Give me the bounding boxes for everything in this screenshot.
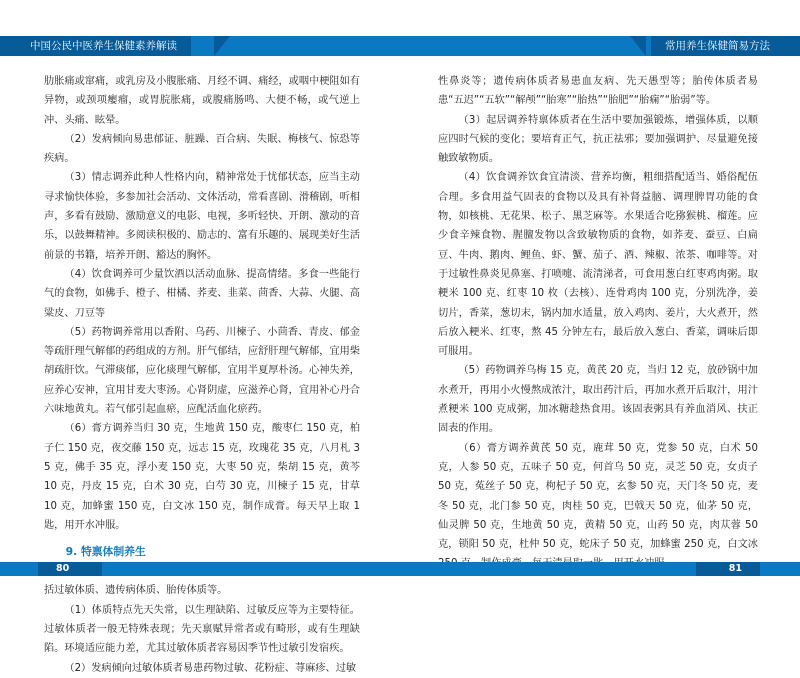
- paragraph: （3）情志调养此种人性格内向，精神常处于忧郁状态，应当主动寻求愉快体验，多参加社会活动、文体活动，常看喜剧、滑稽剧，听相声，多看有鼓励、激励意义的电影、电视，多听轻快、开朗、激动的音乐，以鼓舞精神。多阅读积极的、励志的、富有乐趣的、展现美好生活前景的书籍，培养开朗、豁达的胸怀。: [44, 172, 360, 261]
- paragraph: （6）膏方调养当归 30 克，生地黄 150 克，酸枣仁 150 克，柏子仁 150 克，夜交藤 150 克，远志 15 克，玫瑰花 35 克，八月札 35 克，佛手 35 克，浮小麦 150 克，大枣 50 克，柴胡 15 克，黄芩 10 克，丹皮 15 克，白术 30 克，白芍 30 克，川楝子 15 克，甘草 10 克，加蜂蜜 150 克，白文冰 150 克，制作成膏。每天早上取 1 匙，用开水冲服。: [44, 423, 360, 531]
- paragraph: （1）体质特点先天失常，以生理缺陷、过敏反应等为主要特征。过敏体质者一般无特殊表现；先天禀赋异常者或有畸形，或有生理缺陷。环境适应能力差，尤其过敏体质者容易因季节性过敏引发宿疾。: [44, 604, 360, 655]
- paragraph: （2）发病倾向易患郁证、脏躁、百合病、失眠、梅核气、惊恐等疾病。: [44, 133, 360, 165]
- right-page-number: 81: [728, 563, 742, 574]
- left-header-title: 中国公民中医养生保健素养解读: [0, 36, 191, 56]
- paragraph: 肋胀痛或窜痛，或乳房及小腹胀痛、月经不调、痛经，或咽中梗阻如有异物，或颈项瘿瘤，或胃脘胀痛，或腹痛肠鸣、大便不畅，或气逆上冲、头痛、眩晕。: [44, 76, 360, 126]
- left-footer-bar: [0, 562, 400, 576]
- left-header-bar: [0, 36, 400, 56]
- paragraph: 括过敏体质、遗传病体质、胎传体质等。: [44, 585, 228, 597]
- paragraph: （5）药物调养乌梅 15 克，黄芪 20 克，当归 12 克，放砂锅中加水煮开，再用小火慢熬成浓汁，取出药汁后，再加水煮开后取汁，用汁煮粳米 100 克成粥，加冰糖趁热食用。该固表粥具有养血消风、扶正固表的作用。: [438, 365, 758, 435]
- paragraph: （4）饮食调养可少量饮酒以活动血脉、提高情绪。多食一些能行气的食物，如佛手、橙子、柑橘、荞麦、韭菜、茴香、大蒜、火腿、高粱皮、刀豆等: [44, 268, 360, 319]
- paragraph: （4）饮食调养饮食宜清淡、营养均衡，粗细搭配适当、婚俗配伍合理。多食用益气固表的食物以及具有补肾益脑、调理脾胃功能的食物，如核桃、无花果、松子、黑芝麻等。水果适合吃猕猴桃、榴莲。应少食辛辣食物、腥膻发物以含致敏物质的食物，如荞麦、蚕豆、白扁豆、牛肉、鹅肉、鲤鱼、虾、蟹、茄子、酒、辣椒、浓茶、咖啡等。对于过敏性鼻炎见鼻塞、打喷嚏、流清涕者，可食用葱白红枣鸡肉粥。取粳米 100 克、红枣 10 枚（去核）、连骨鸡肉 100 克，分别洗净，姜切片，香菜，葱切末，锅内加水适量，放入鸡肉、姜片，大火煮开，然后放入粳米、红枣，熬 45 分钟左右，最后放入葱白、香菜，调味后即可服用。: [438, 172, 758, 358]
- paragraph: （5）药物调养常用以香附、乌药、川楝子、小茴香、青皮、郁金等疏肝理气解郁的药组成的方剂。肝气郁结，应舒肝理气解郁，宜用柴胡疏肝饮。气滞痰郁，应化痰理气解郁，宜用半夏厚朴汤。心神失养，应养心安神，宜用甘麦大枣汤。心肾阴虚，应滋养心肾，宜用补心丹合六味地黄丸。若气郁引起血瘀，应配活血化瘀药。: [44, 326, 360, 416]
- right-page-body: [438, 72, 758, 574]
- right-header-notch: [630, 36, 646, 56]
- right-header-bar: [400, 36, 800, 56]
- left-page: [0, 0, 400, 674]
- right-footer-bar: [400, 562, 800, 576]
- left-page-number: 80: [56, 563, 70, 574]
- left-page-number-box: [38, 562, 102, 576]
- left-header-notch: [214, 36, 230, 56]
- right-page: [400, 0, 800, 604]
- paragraph: （2）发病倾向过敏体质者易患药物过敏、花粉症、荨麻疹、过敏: [64, 662, 357, 674]
- paragraph: （3）起居调养特禀体质者在生活中要加强锻炼，增强体质，以顺应四时气候的变化；要培育正气，抗正祛邪；要加强调护、尽量避免接触致敏物质。: [438, 114, 758, 165]
- right-header-title: 常用养生保健简易方法: [651, 36, 800, 56]
- paragraph: 性鼻炎等；遗传病体质者易患血友病、先天愚型等；胎传体质者易患“五迟”“五软”“解颅”“胎寒”“胎热”“胎肥”“胎痫”“胎弱”等。: [438, 76, 758, 107]
- left-page-body: [44, 72, 360, 678]
- section-heading: 9. 特禀体制养生: [65, 545, 146, 559]
- paragraph: （6）膏方调养黄芪 50 克，鹿茸 50 克，党参 50 克，白术 50 克，人参 50 克，五味子 50 克，何首乌 50 克，灵芝 50 克，女贞子 50 克，菟丝子 50 克，枸杞子 50 克，玄参 50 克，天门冬 50 克，麦冬 50 克，北门参 50 克，肉桂 50 克，巴戟天 50 克，仙茅 50 克，仙灵脾 50 克，生地黄 50 克，黄精 50 克，山药 50 克，肉苁蓉 50 克，锁阳 50 克，杜仲 50 克，蛇床子 50 克，加蜂蜜 250 克，白文冰: [438, 442, 758, 551]
